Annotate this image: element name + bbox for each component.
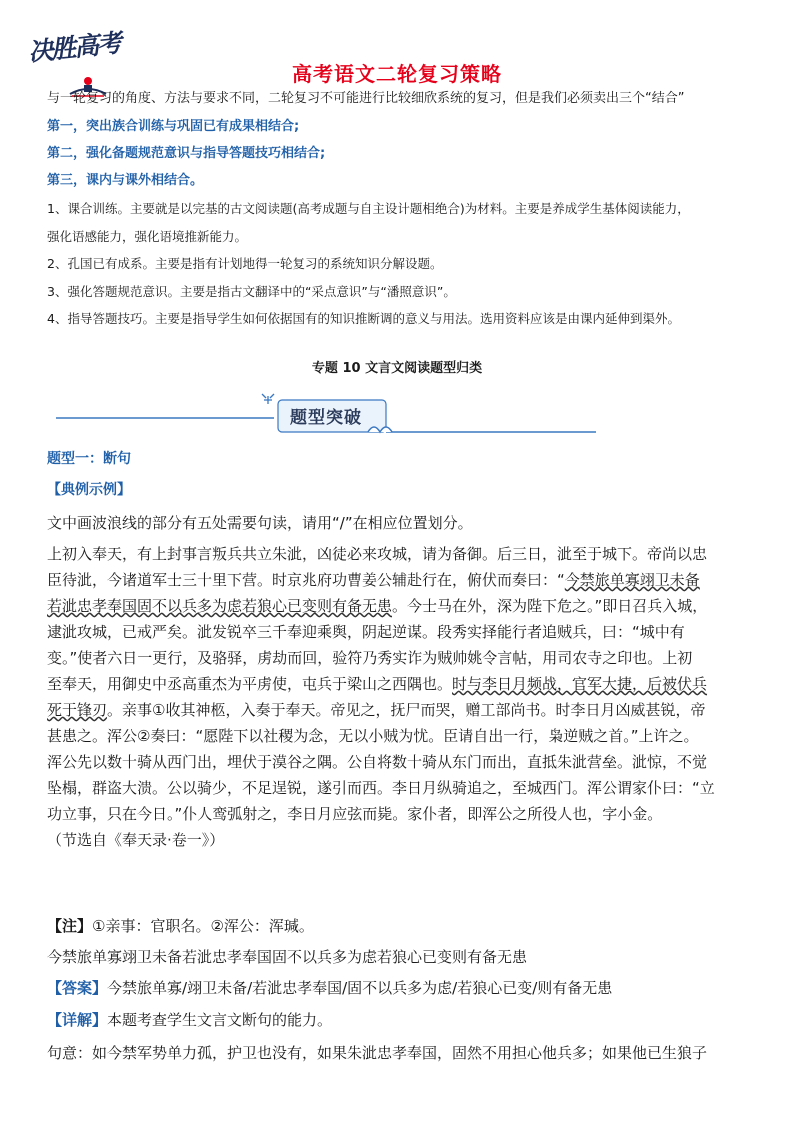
- answer-text: 今禁旅单寡/翊卫未备/若泚忠孝奉国/固不以兵多为虑/若狼心已变/则有备无患: [107, 979, 613, 997]
- passage-line: 坠榻，群盗大溃。公以骑少，不足逞锐，遂引而西。李日月纵骑追之，至城西门。浑公谓家仆曰：“立: [47, 779, 715, 797]
- item-3: 3、强化答题规范意识。主要是指古文翻译中的“采点意识”与“潘照意识”。: [47, 284, 456, 299]
- passage-line: 甚患之。浑公②奏曰：“愿陛下以社稷为念，无以小贼为忧。臣请自出一行，枭逆贼之首。”上许之。: [47, 727, 699, 745]
- passage-line: 功立事，只在今日。”仆人鸾弧射之，李日月应弦而毙。家仆者，即浑公之所役人也，字小金。: [47, 805, 663, 823]
- point-1: 第一，突出族合训练与巩固已有成果相结合;: [47, 119, 300, 134]
- note-text: ①亲事：官职名。②浑公：浑瑊。: [92, 917, 314, 935]
- passage-line: 浑公先以数十骑从西门出，埋伏于漠谷之隅。公自将数十骑从东门而出，直抵朱泚营垒。泚惊，不觉: [47, 753, 708, 771]
- passage-line: 至奉天，用御史中丞高重杰为平虏使，屯兵于梁山之西隅也。时与李日月频战，官军大捷，后被伏兵: [47, 675, 708, 693]
- item-1: 1、课合训练。主要就是以完基的古文阅读题(高考成题与自主设计题相绝合)为材料。主要是养成学生基体阅读能力，: [47, 201, 690, 216]
- answer-bracket: 【答案】: [47, 979, 108, 997]
- detail-bracket: 【详解】: [47, 1011, 108, 1029]
- passage-line: 死于锋刃。亲事①收其神柩，入奏于奉天。帝见之，抚尸而哭，赠工部尚书。时李日月凶威甚锐，帝: [47, 701, 706, 719]
- note-bracket: 【注】: [47, 917, 93, 935]
- point-2: 第二，强化备题规范意识与指导答题技巧相结合;: [47, 146, 326, 161]
- logo-text: 决胜高考: [26, 28, 122, 67]
- passage-source: （节选自《奉天录·卷一》）: [47, 831, 225, 849]
- question-text: 今禁旅单寡翊卫未备若泚忠孝奉国固不以兵多为虑若狼心已变则有备无患: [47, 948, 528, 966]
- banner-label: 题型突破: [290, 408, 362, 428]
- passage-line: 变。”使者六日一更行，及骆驿，虏劫而回，验符乃秀实诈为贼帅姚令言帖，用司农寺之印也。上初: [47, 649, 693, 667]
- passage-line: 臣待泚，今诸道军士三十里下营。时京兆府功曹姜公辅赴行在，俯伏而奏曰：“今禁旅单寡翊卫未备: [47, 571, 700, 589]
- page-title: 高考语文二轮复习策略: [292, 62, 502, 86]
- passage-line: 逮泚攻城，已戒严矣。泚发锐卒三千奉迎乘舆，阴起逆谋。段秀实择能行者追贼兵，曰：“城中有: [47, 623, 685, 641]
- type-heading: 题型一：断句: [47, 451, 131, 467]
- wavy-underline: 若泚忠孝奉国固不以兵多为虑若狼心已变则有备无患: [47, 597, 393, 615]
- intro-text: 与一轮复习的角度、方法与要求不同，二轮复习不可能进行比较细欣系统的复习，但是我们必须卖出三个“结合”: [47, 91, 685, 106]
- passage-line: 上初入奉天，有上封事言叛兵共立朱泚，凶徒必来攻城，请为备御。后三日，泚至于城下。帝尚以忠: [47, 545, 708, 563]
- wavy-underline: 死于锋刃: [47, 701, 108, 719]
- item-2: 2、孔国已有成系。主要是指有计划地得一轮复习的系统知识分解设题。: [47, 256, 443, 271]
- passage: [47, 541, 747, 853]
- example-heading: 【典例示例】: [47, 482, 131, 498]
- passage-line: 若泚忠孝奉国固不以兵多为虑若狼心已变则有备无患。今士马在外，深为陛下危之。”即日召兵入城，: [47, 597, 708, 615]
- answer: [47, 975, 747, 1001]
- wavy-underline: 时与李日月频战，官军大捷，后被伏兵: [452, 675, 708, 693]
- detail: [47, 1007, 747, 1033]
- note: [47, 913, 747, 939]
- topic-heading: 专题 10 文言文阅读题型归类: [311, 361, 483, 376]
- point-3: 第三，课内与课外相结合。: [47, 173, 204, 188]
- wavy-underline: 今禁旅单寡翊卫未备: [564, 571, 700, 589]
- item-1-cont: 强化语感能力，强化语境推新能力。: [47, 229, 248, 244]
- instruction: 文中画波浪线的部分有五处需要句读，请用“/”在相应位置划分。: [47, 514, 473, 532]
- detail-text: 本题考查学生文言文断句的能力。: [107, 1011, 333, 1029]
- meaning-text: 句意：如今禁军势单力孤，护卫也没有，如果朱泚忠孝奉国，固然不用担心他兵多；如果他已生狼子: [47, 1044, 708, 1062]
- item-4: 4、指导答题技巧。主要是指导学生如何依据国有的知识推断调的意义与用法。选用资料应该是由课内延伸到渠外。: [47, 311, 680, 326]
